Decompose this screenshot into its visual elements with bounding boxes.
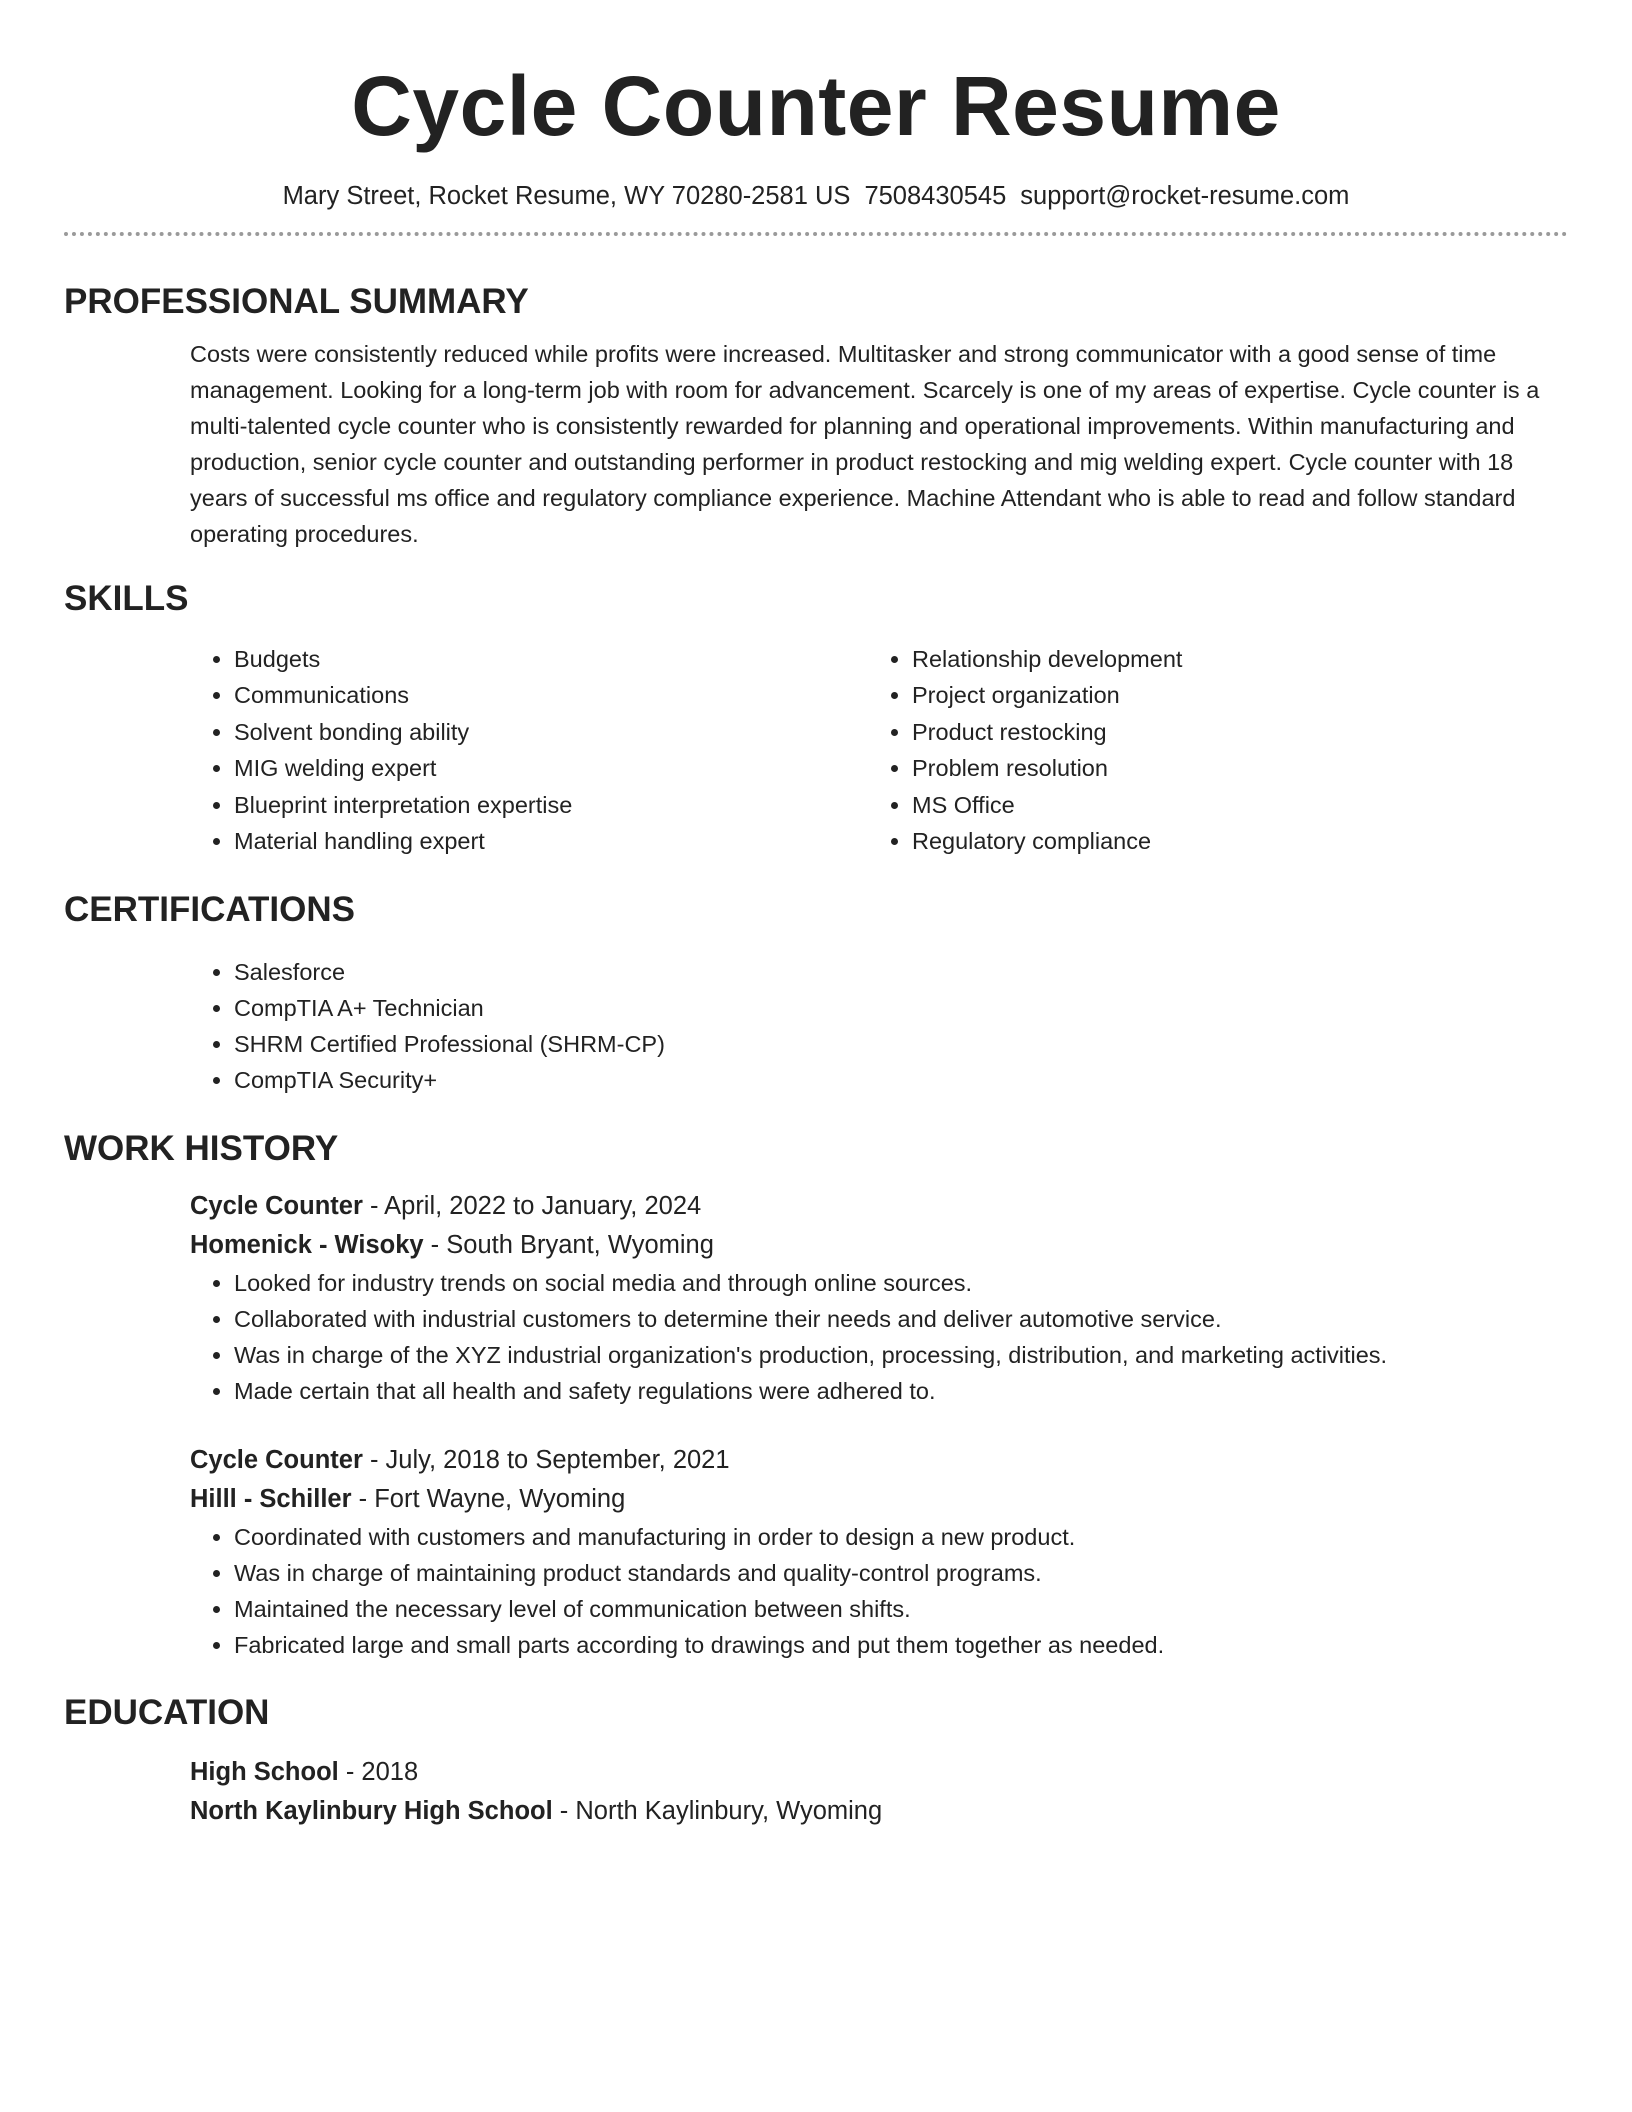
job-bullet: • Maintained the necessary level of communication between shifts. (234, 1591, 1568, 1627)
education-degree-line (190, 1753, 1568, 1792)
job-entry (190, 1441, 1568, 1663)
job-bullet: • Collaborated with industrial customers to determine their needs and deliver automotive service. (234, 1301, 1568, 1337)
contact-address: Mary Street, Rocket Resume, WY 70280-2581 US (282, 182, 851, 210)
skill-item: • Problem resolution (912, 750, 1546, 786)
job-company-line (190, 1226, 1568, 1265)
skill-item: • Budgets (234, 641, 868, 677)
job-role-line (190, 1187, 1568, 1226)
skills-grid (190, 641, 1568, 859)
certification-item: • CompTIA Security+ (234, 1062, 1568, 1098)
job-entry (190, 1187, 1568, 1409)
summary-text: Costs were consistently reduced while profits were increased. Multitasker and strong communicator with a good sense of time management. Looking for a long-term job with room for advancement. Scarcely is one of my areas of expertise. Cycle counter is a multi-talented cycle counter who is consistently rewarded for planning and operational improvements. Within manufacturing and production, senior cycle counter and outstanding performer in product restocking and mig welding expert. Cycle counter with 18 years of successful ms office and regulatory compliance experience. Machine Attendant who is able to read and follow standard operating procedures. (190, 341, 1540, 547)
certification-item: • SHRM Certified Professional (SHRM-CP) (234, 1026, 1568, 1062)
skill-item: • Solvent bonding ability (234, 714, 868, 750)
job-bullet: • Was in charge of maintaining product standards and quality-control programs. (234, 1555, 1568, 1591)
education-degree: High School (190, 1758, 339, 1787)
skill-item: • MIG welding expert (234, 750, 868, 786)
skill-item: • Material handling expert (234, 823, 868, 859)
skill-item: • Product restocking (912, 714, 1546, 750)
skill-item: • Relationship development (912, 641, 1546, 677)
job-role-line (190, 1441, 1568, 1480)
job-bullets (190, 1265, 1568, 1409)
education-year: - 2018 (338, 1758, 419, 1787)
job-role: Cycle Counter (190, 1192, 363, 1221)
section-title-work-history: WORK HISTORY (64, 1129, 339, 1169)
section-title-education: EDUCATION (64, 1693, 270, 1733)
certification-list (190, 954, 1568, 1098)
job-bullets (190, 1519, 1568, 1663)
education-school-line (190, 1792, 1568, 1831)
job-company: Hilll - Schiller (190, 1485, 352, 1514)
job-bullet: • Was in charge of the XYZ industrial organization's production, processing, distribution, and marketing activities. (234, 1337, 1568, 1373)
education-entry (190, 1753, 1568, 1831)
contact-email: support@rocket-resume.com (1020, 182, 1350, 210)
certification-item: • Salesforce (234, 954, 1568, 990)
resume-title: Cycle Counter Resume (351, 59, 1281, 153)
job-location: - Fort Wayne, Wyoming (351, 1485, 626, 1514)
skill-item: • MS Office (912, 787, 1546, 823)
contact-line (64, 180, 1568, 212)
certification-item: • CompTIA A+ Technician (234, 990, 1568, 1026)
job-bullet: • Looked for industry trends on social media and through online sources. (234, 1265, 1568, 1301)
section-title-skills: SKILLS (64, 579, 189, 618)
section-title-certifications: CERTIFICATIONS (64, 890, 356, 930)
job-location: - South Bryant, Wyoming (423, 1231, 714, 1260)
job-company-line (190, 1480, 1568, 1519)
job-company: Homenick - Wisoky (190, 1231, 424, 1260)
job-dates: - April, 2022 to January, 2024 (362, 1192, 702, 1221)
skill-item: • Project organization (912, 677, 1546, 713)
job-bullet: • Coordinated with customers and manufacturing in order to design a new product. (234, 1519, 1568, 1555)
skill-item: • Regulatory compliance (912, 823, 1546, 859)
skill-item: • Communications (234, 677, 868, 713)
job-bullet: • Made certain that all health and safety regulations were adhered to. (234, 1373, 1568, 1409)
header-divider (64, 232, 1568, 236)
skills-column-right (868, 641, 1546, 859)
job-dates: - July, 2018 to September, 2021 (362, 1446, 730, 1475)
job-bullet: • Fabricated large and small parts according to drawings and put them together as needed. (234, 1627, 1568, 1663)
section-title-summary: PROFESSIONAL SUMMARY (64, 282, 529, 321)
skills-column-left (190, 641, 868, 859)
contact-phone: 7508430545 (864, 182, 1007, 210)
education-location: - North Kaylinbury, Wyoming (552, 1797, 883, 1826)
job-role: Cycle Counter (190, 1446, 363, 1475)
education-school: North Kaylinbury High School (190, 1797, 553, 1826)
skill-item: • Blueprint interpretation expertise (234, 787, 868, 823)
